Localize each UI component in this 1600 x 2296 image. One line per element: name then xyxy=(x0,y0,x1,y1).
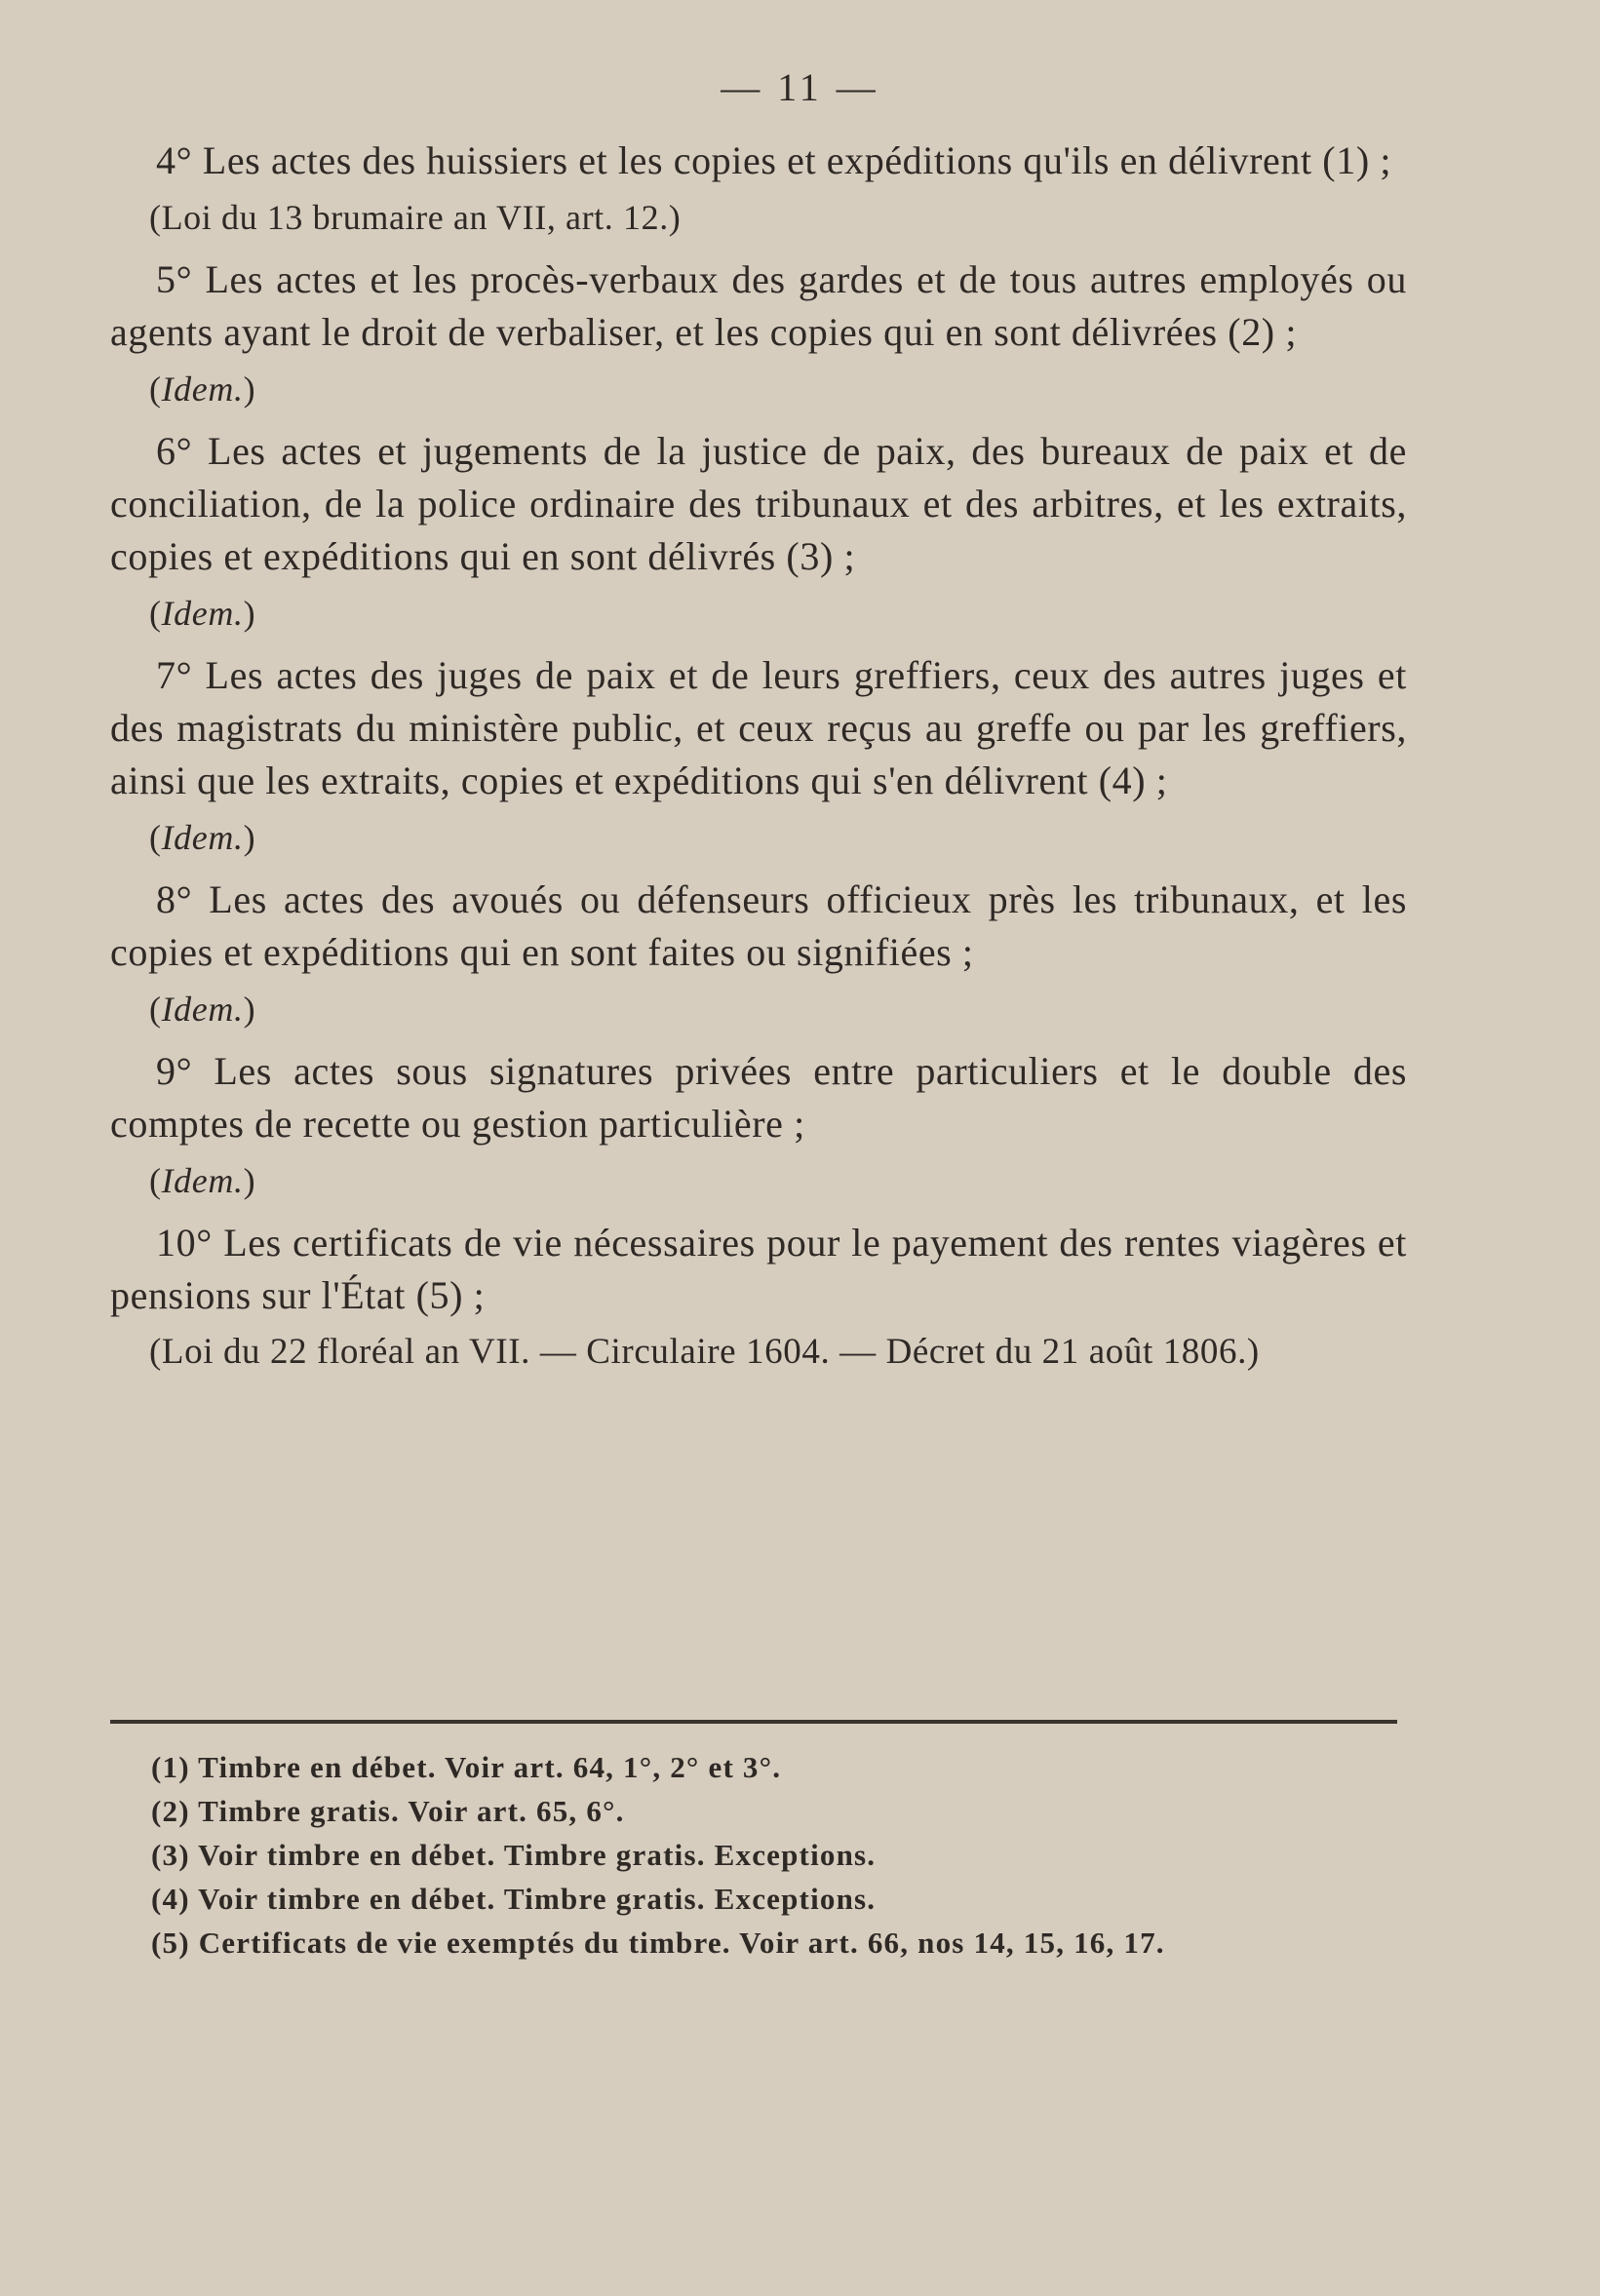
citation-9: (Idem.) xyxy=(149,1161,256,1200)
citation-7: (Idem.) xyxy=(149,818,256,857)
citation-8: (Idem.) xyxy=(149,990,256,1029)
page-number: — 11 — xyxy=(721,65,879,109)
citation-4: (Loi du 13 brumaire an VII, art. 12.) xyxy=(149,198,682,237)
footnote-5: (5) Certificats de vie exemptés du timbre. Voir art. 66, nos 14, 15, 16, 17. xyxy=(151,1926,1165,1960)
footnotes xyxy=(151,1745,1399,1965)
paragraph-5: 5° Les actes et les procès-verbaux des gardes et de tous autres employés ou agents ayant le droit de verbaliser, et les copies qui en sont délivrées (2) ; xyxy=(110,257,1407,354)
citation-10: (Loi du 22 floréal an VII. — Circulaire 1604. — Décret du 21 août 1806.) xyxy=(149,1332,1260,1372)
footnote-1: (1) Timbre en débet. Voir art. 64, 1°, 2° et 3°. xyxy=(151,1750,782,1784)
main-text xyxy=(110,135,1407,1388)
footnote-2: (2) Timbre gratis. Voir art. 65, 6°. xyxy=(151,1794,625,1828)
citation-6: (Idem.) xyxy=(149,594,256,633)
citation-5: (Idem.) xyxy=(149,370,256,409)
footnote-4: (4) Voir timbre en débet. Timbre gratis. Exceptions. xyxy=(151,1882,877,1916)
paragraph-7: 7° Les actes des juges de paix et de leurs greffiers, ceux des autres juges et des magistrats du ministère public, et ceux reçus au greffe ou par les greffiers, ainsi que les extraits, copies et expéditions qui s'en délivrent (4) ; xyxy=(110,653,1407,802)
paragraph-9: 9° Les actes sous signatures privées entre particuliers et le double des comptes de recette ou gestion particulière ; xyxy=(110,1049,1407,1146)
footnote-divider xyxy=(110,1720,1397,1724)
paragraph-4: 4° Les actes des huissiers et les copies et expéditions qu'ils en délivrent (1) ; xyxy=(156,138,1392,182)
footnote-3: (3) Voir timbre en débet. Timbre gratis. Exceptions. xyxy=(151,1838,877,1872)
paragraph-10: 10° Les certificats de vie nécessaires pour le payement des rentes viagères et pensions sur l'État (5) ; xyxy=(110,1221,1407,1317)
paragraph-6: 6° Les actes et jugements de la justice de paix, des bureaux de paix et de conciliation, de la police ordinaire des tribunaux et des arbitres, et les extraits, copies et expéditions qui en sont délivrés (3) ; xyxy=(110,429,1407,578)
paragraph-8: 8° Les actes des avoués ou défenseurs officieux près les tribunaux, et les copies et expéditions qui en sont faites ou signifiées ; xyxy=(110,877,1407,974)
